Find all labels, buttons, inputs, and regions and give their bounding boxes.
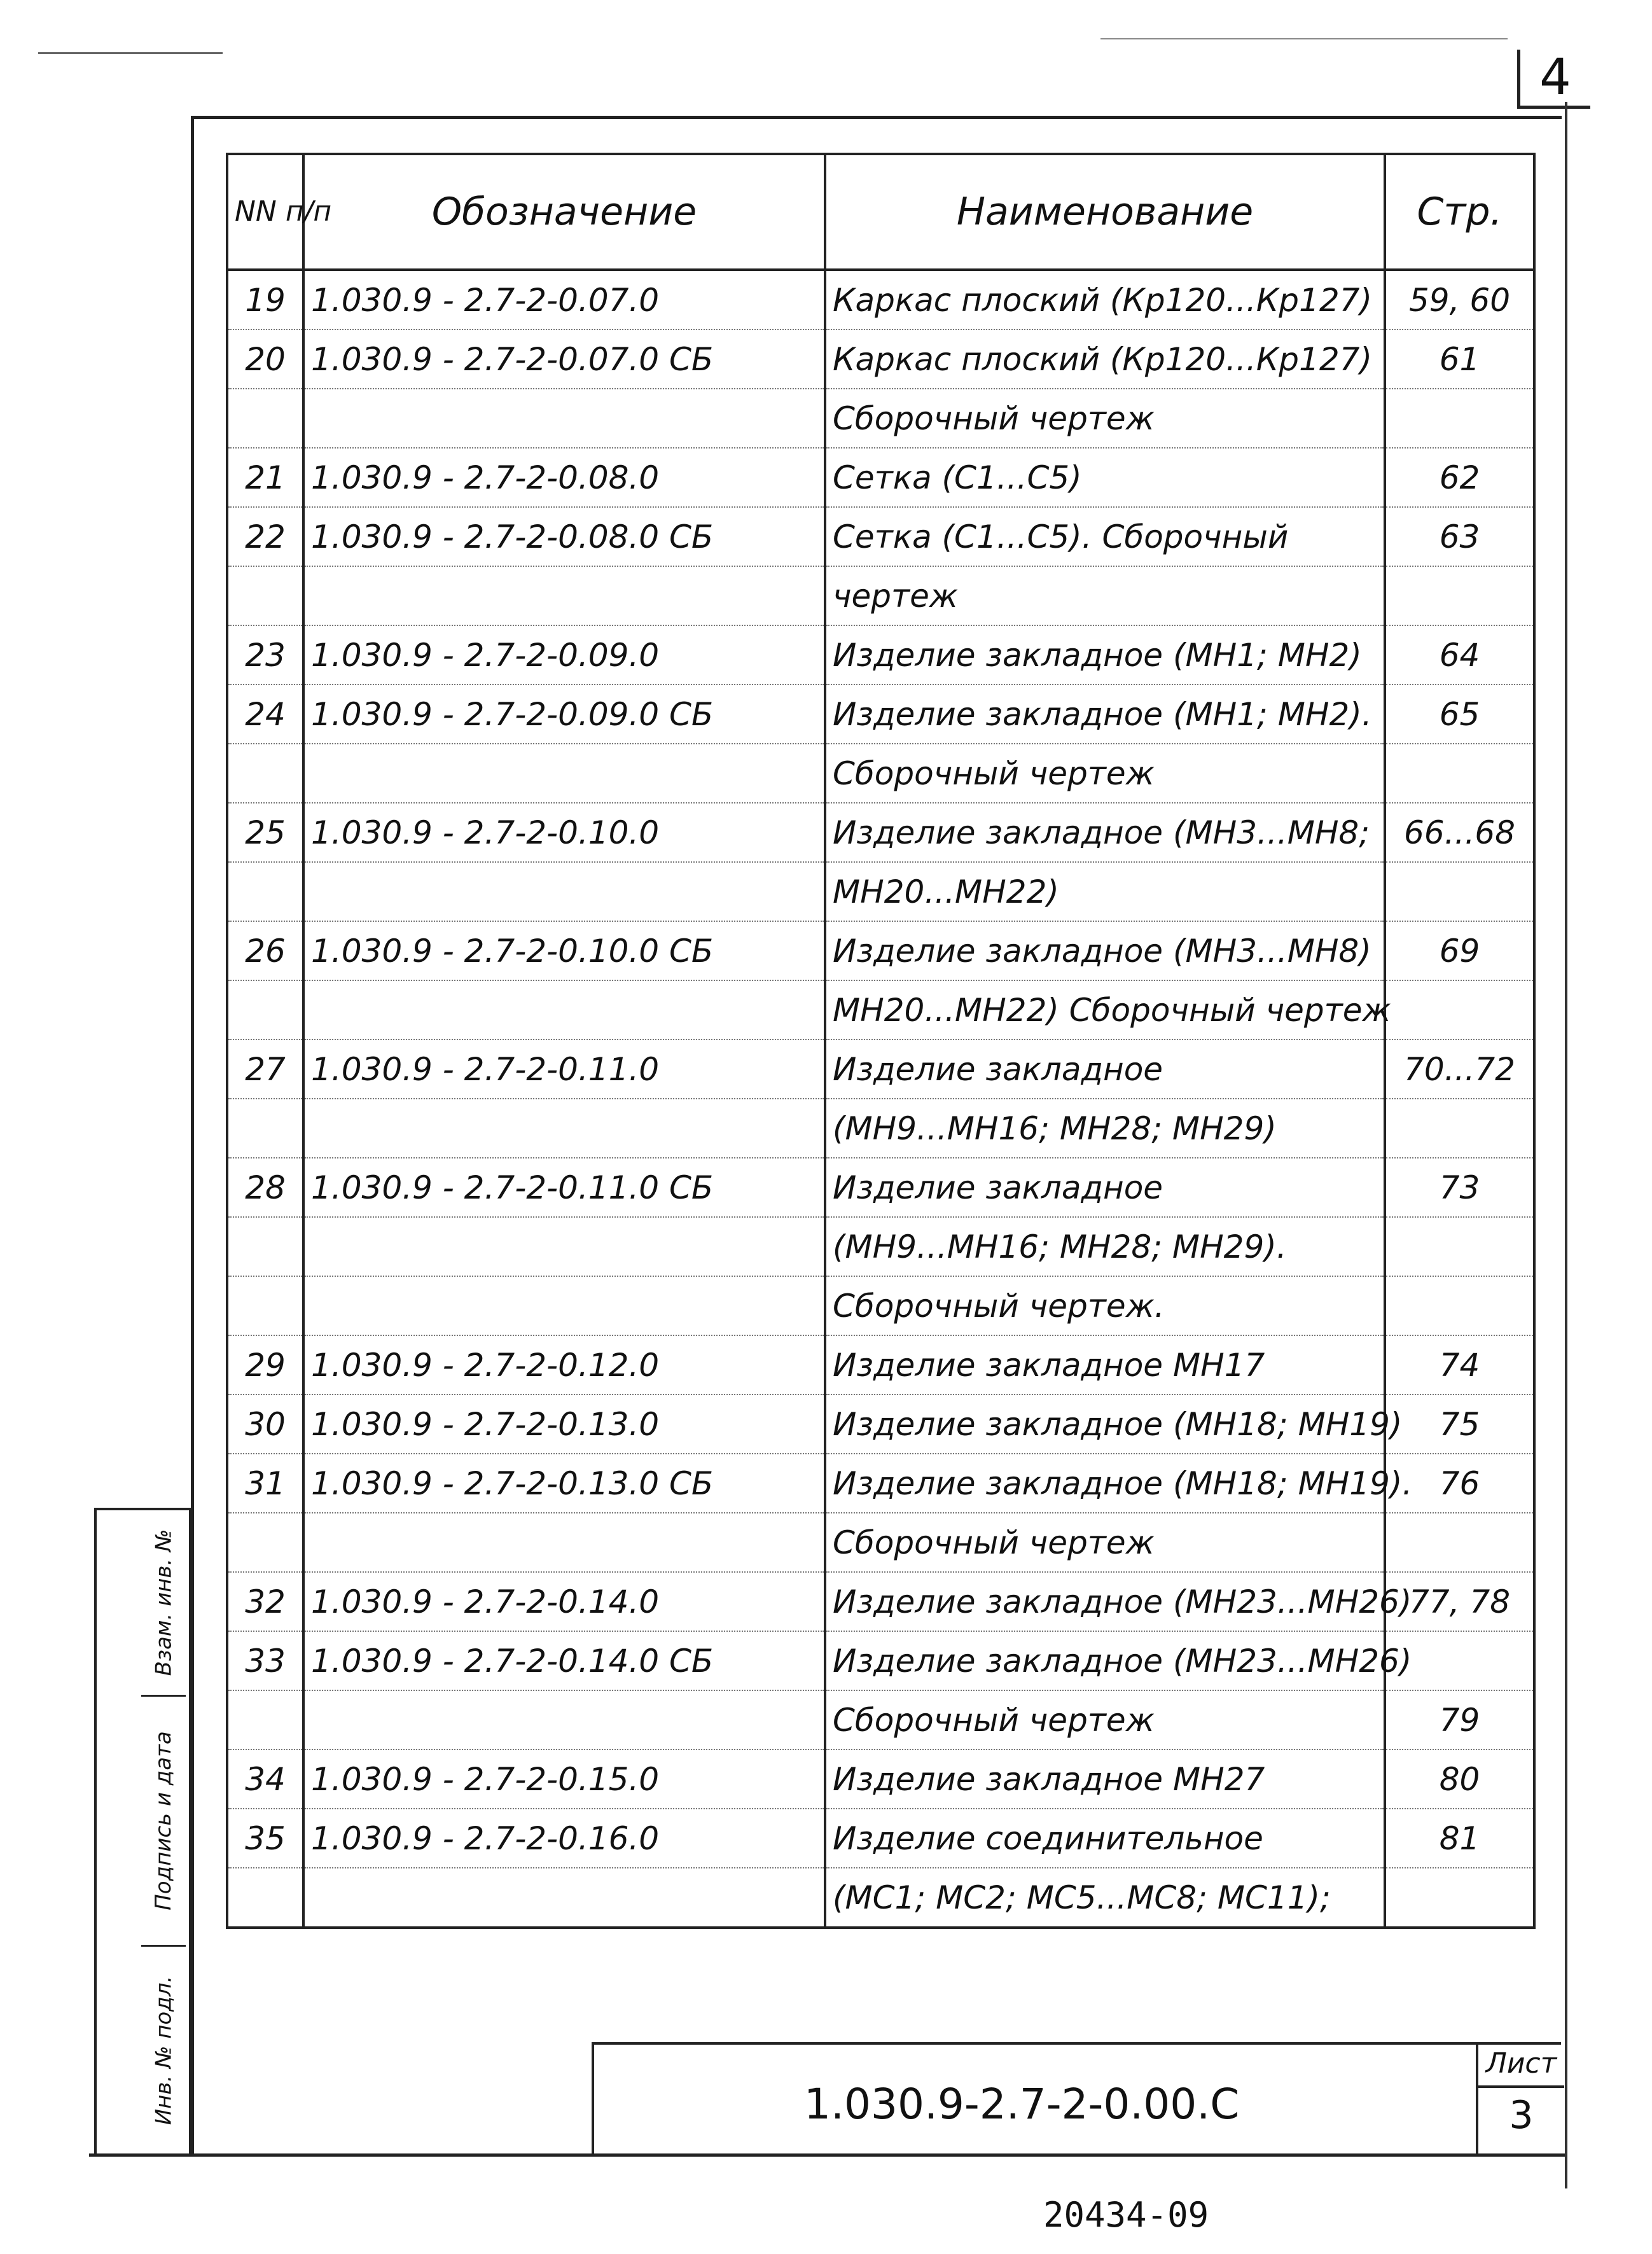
row-num (227, 566, 303, 625)
row-designation: 1.030.9 - 2.7-2-0.10.0 СБ (303, 921, 825, 980)
row-page: 64 (1385, 625, 1534, 685)
row-num: 22 (227, 507, 303, 566)
sheet-corner-number: 4 (1517, 50, 1590, 109)
row-num (227, 980, 303, 1040)
row-name: Изделие закладное МН27 (825, 1750, 1385, 1809)
table-row (227, 448, 1534, 507)
table-row (227, 685, 1534, 744)
row-name: Каркас плоский (Кр120...Кр127) (825, 330, 1385, 389)
row-num (227, 744, 303, 803)
row-page: 80 (1385, 1750, 1534, 1809)
row-page (1385, 980, 1534, 1040)
row-designation: 1.030.9 - 2.7-2-0.07.0 СБ (303, 330, 825, 389)
row-designation: 1.030.9 - 2.7-2-0.07.0 (303, 270, 825, 330)
row-num: 21 (227, 448, 303, 507)
row-page: 70...72 (1385, 1040, 1534, 1099)
table-row (227, 803, 1534, 862)
row-name: Изделие закладное (825, 1158, 1385, 1217)
row-num: 25 (227, 803, 303, 862)
row-num (227, 1690, 303, 1750)
row-page: 73 (1385, 1158, 1534, 1217)
title-block (592, 2042, 1561, 2156)
row-designation: 1.030.9 - 2.7-2-0.10.0 (303, 803, 825, 862)
inv-orig-cell (141, 1947, 186, 2154)
row-page (1385, 862, 1534, 921)
row-num: 20 (227, 330, 303, 389)
row-page (1385, 1868, 1534, 1928)
frame-right-border (1565, 102, 1567, 2188)
row-designation (303, 1690, 825, 1750)
row-page (1385, 1099, 1534, 1158)
row-designation (303, 862, 825, 921)
row-name: Сборочный чертеж (825, 1690, 1385, 1750)
row-name: (МН9...МН16; МН28; МН29). (825, 1217, 1385, 1276)
table-row (227, 330, 1534, 389)
row-page (1385, 1217, 1534, 1276)
row-num: 28 (227, 1158, 303, 1217)
row-designation: 1.030.9 - 2.7-2-0.09.0 СБ (303, 685, 825, 744)
inv-orig-label: Инв. № подл. (151, 1975, 177, 2125)
row-designation (303, 1217, 825, 1276)
row-num: 29 (227, 1335, 303, 1395)
row-designation (303, 1513, 825, 1572)
row-page: 76 (1385, 1454, 1534, 1513)
row-name: Каркас плоский (Кр120...Кр127) (825, 270, 1385, 330)
row-page: 66...68 (1385, 803, 1534, 862)
row-page: 65 (1385, 685, 1534, 744)
table-row (227, 1690, 1534, 1750)
replace-inv-cell (141, 1510, 186, 1697)
row-page: 62 (1385, 448, 1534, 507)
table-row (227, 1454, 1534, 1513)
table-row (227, 507, 1534, 566)
table-row (227, 921, 1534, 980)
row-designation (303, 1099, 825, 1158)
row-designation (303, 389, 825, 448)
row-name: МН20...МН22) Сборочный чертеж (825, 980, 1385, 1040)
row-page (1385, 744, 1534, 803)
table-row (227, 389, 1534, 448)
table-row (227, 1040, 1534, 1099)
header-name: Наименование (825, 154, 1385, 270)
row-designation: 1.030.9 - 2.7-2-0.14.0 (303, 1572, 825, 1631)
row-num (227, 862, 303, 921)
row-num (227, 1217, 303, 1276)
row-page (1385, 566, 1534, 625)
table-header-row (227, 154, 1534, 270)
row-num: 32 (227, 1572, 303, 1631)
row-name: Изделие закладное (МН1; МН2). (825, 685, 1385, 744)
row-num: 34 (227, 1750, 303, 1809)
table-row (227, 270, 1534, 330)
header-designation: Обозначение (303, 154, 825, 270)
header-num: NN п/п (227, 154, 303, 270)
row-name: Сборочный чертеж (825, 389, 1385, 448)
table-body (227, 270, 1534, 1928)
row-num: 26 (227, 921, 303, 980)
table-row (227, 862, 1534, 921)
row-designation: 1.030.9 - 2.7-2-0.08.0 СБ (303, 507, 825, 566)
row-num: 33 (227, 1631, 303, 1690)
row-name: Изделие закладное (МН18; МН19). (825, 1454, 1385, 1513)
table-row (227, 1631, 1534, 1690)
table-row (227, 980, 1534, 1040)
table-row (227, 1335, 1534, 1395)
row-name: Изделие закладное (825, 1040, 1385, 1099)
row-name: Изделие закладное (МН23...МН26) (825, 1631, 1385, 1690)
sheet-box (1476, 2042, 1564, 2153)
row-num: 23 (227, 625, 303, 685)
row-page (1385, 389, 1534, 448)
row-page: 77, 78 (1385, 1572, 1534, 1631)
specification-table (226, 153, 1536, 1929)
replace-inv-label: Взам. инв. № (151, 1529, 177, 1676)
row-page (1385, 1276, 1534, 1335)
row-designation: 1.030.9 - 2.7-2-0.13.0 СБ (303, 1454, 825, 1513)
table-row (227, 1099, 1534, 1158)
table-row (227, 1809, 1534, 1868)
row-designation (303, 1868, 825, 1928)
row-designation: 1.030.9 - 2.7-2-0.16.0 (303, 1809, 825, 1868)
row-name: Изделие закладное (МН18; МН19) (825, 1395, 1385, 1454)
row-page: 69 (1385, 921, 1534, 980)
top-edge-line (38, 52, 223, 54)
table-row (227, 625, 1534, 685)
row-num (227, 1513, 303, 1572)
approval-strip (94, 1508, 191, 2156)
row-name: Сетка (С1...С5). Сборочный (825, 507, 1385, 566)
row-num (227, 1868, 303, 1928)
row-designation (303, 566, 825, 625)
table-row (227, 744, 1534, 803)
row-designation: 1.030.9 - 2.7-2-0.11.0 СБ (303, 1158, 825, 1217)
row-designation: 1.030.9 - 2.7-2-0.12.0 (303, 1335, 825, 1395)
table-row (227, 1276, 1534, 1335)
row-num (227, 1276, 303, 1335)
row-num (227, 389, 303, 448)
row-num: 35 (227, 1809, 303, 1868)
row-designation: 1.030.9 - 2.7-2-0.14.0 СБ (303, 1631, 825, 1690)
row-num: 27 (227, 1040, 303, 1099)
row-page: 61 (1385, 330, 1534, 389)
row-page: 59, 60 (1385, 270, 1534, 330)
row-name: (МН9...МН16; МН28; МН29) (825, 1099, 1385, 1158)
row-page: 63 (1385, 507, 1534, 566)
document-code: 1.030.9-2.7-2-0.00.С (804, 2080, 1240, 2129)
archive-stamp: 20434-09 (1043, 2195, 1209, 2235)
table-row (227, 1513, 1534, 1572)
row-name: чертеж (825, 566, 1385, 625)
row-name: Изделие закладное (МН3...МН8; (825, 803, 1385, 862)
sign-date-label: Подпись и дата (151, 1731, 177, 1910)
table-row (227, 1750, 1534, 1809)
table-row (227, 1217, 1534, 1276)
table-row (227, 1572, 1534, 1631)
row-name: Сетка (С1...С5) (825, 448, 1385, 507)
row-page: 74 (1385, 1335, 1534, 1395)
row-page (1385, 1513, 1534, 1572)
approval-strip-labels (141, 1510, 186, 2156)
sign-date-cell (141, 1697, 186, 1947)
row-page: 75 (1385, 1395, 1534, 1454)
row-num: 31 (227, 1454, 303, 1513)
row-num: 24 (227, 685, 303, 744)
sheet-number: 3 (1509, 2093, 1534, 2138)
row-name: Изделие закладное (МН23...МН26) (825, 1572, 1385, 1631)
row-name: Сборочный чертеж. (825, 1276, 1385, 1335)
sheet-label: Лист (1478, 2042, 1564, 2088)
row-name: МН20...МН22) (825, 862, 1385, 921)
row-name: Изделие соединительное (825, 1809, 1385, 1868)
table-row (227, 1395, 1534, 1454)
row-num: 30 (227, 1395, 303, 1454)
table-row (227, 1868, 1534, 1928)
row-num (227, 1099, 303, 1158)
row-name: Сборочный чертеж (825, 744, 1385, 803)
row-designation: 1.030.9 - 2.7-2-0.09.0 (303, 625, 825, 685)
row-designation: 1.030.9 - 2.7-2-0.11.0 (303, 1040, 825, 1099)
row-name: Изделие закладное (МН3...МН8) (825, 921, 1385, 980)
row-name: (МС1; МС2; МС5...МС8; МС11); (825, 1868, 1385, 1928)
table-row (227, 566, 1534, 625)
row-designation (303, 1276, 825, 1335)
row-page: 79 (1385, 1690, 1534, 1750)
table-row (227, 1158, 1534, 1217)
header-page: Стр. (1385, 154, 1534, 270)
row-name: Изделие закладное (МН1; МН2) (825, 625, 1385, 685)
row-designation: 1.030.9 - 2.7-2-0.08.0 (303, 448, 825, 507)
row-name: Изделие закладное МН17 (825, 1335, 1385, 1395)
top-edge-line-right (1100, 38, 1508, 39)
row-designation (303, 980, 825, 1040)
row-designation: 1.030.9 - 2.7-2-0.15.0 (303, 1750, 825, 1809)
row-designation: 1.030.9 - 2.7-2-0.13.0 (303, 1395, 825, 1454)
row-designation (303, 744, 825, 803)
row-num: 19 (227, 270, 303, 330)
row-page: 81 (1385, 1809, 1534, 1868)
row-name: Сборочный чертеж (825, 1513, 1385, 1572)
